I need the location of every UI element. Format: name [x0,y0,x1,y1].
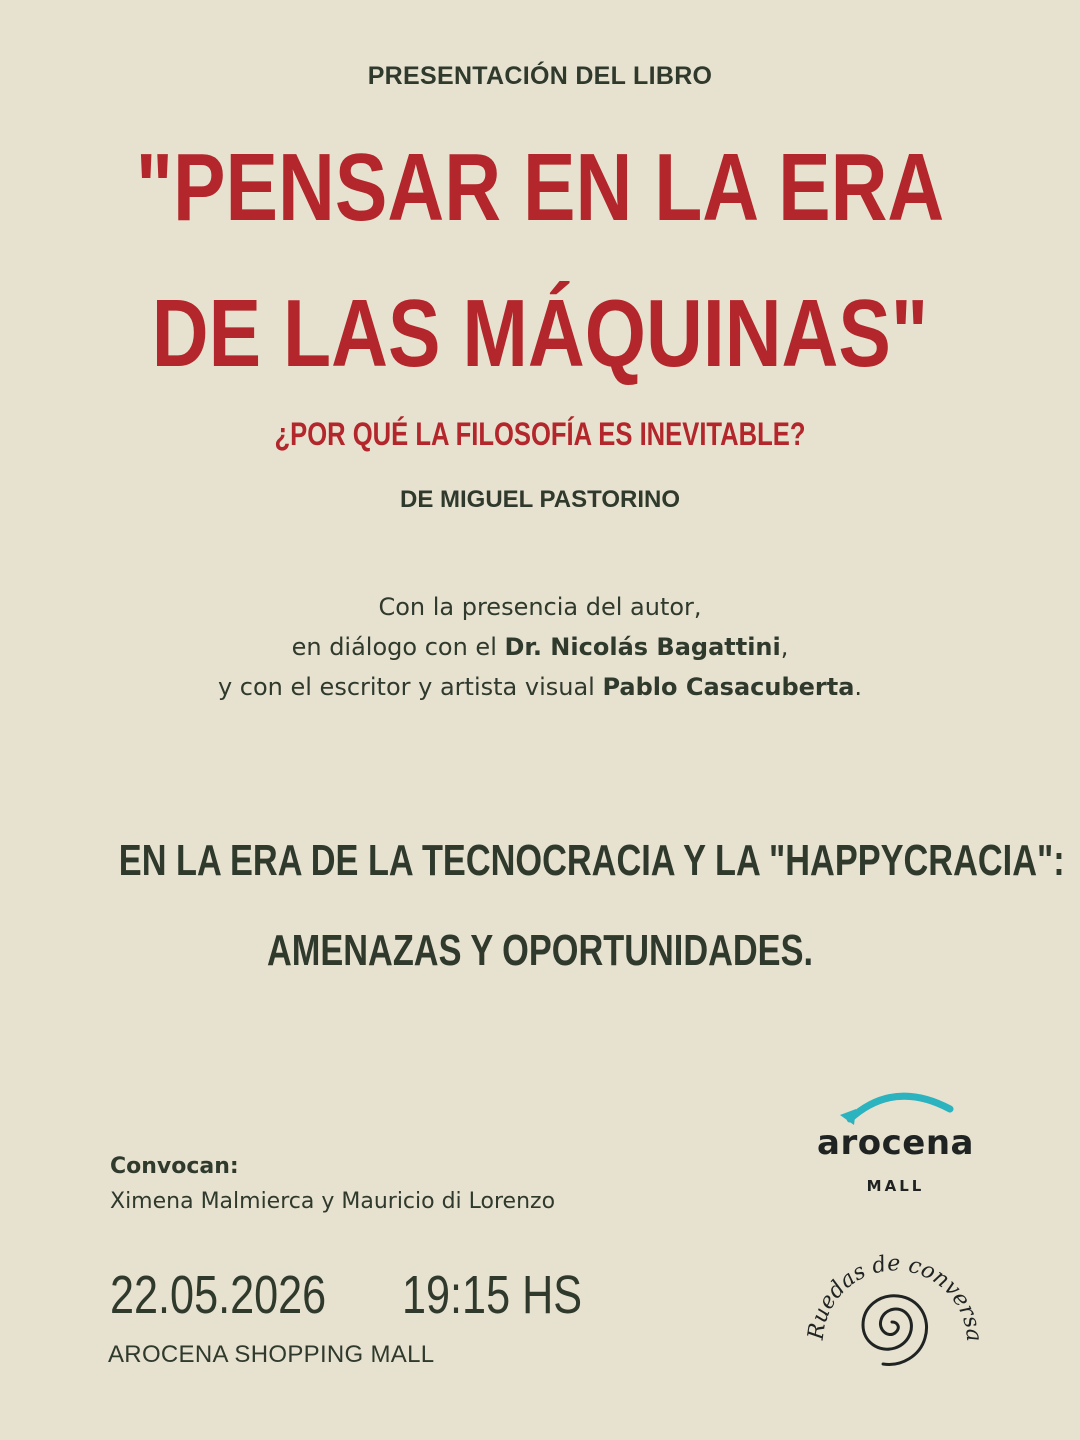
convocan-names: Ximena Malmierca y Mauricio di Lorenzo [110,1189,556,1214]
kicker-text: PRESENTACIÓN DEL LIBRO [367,62,713,90]
ruedas-de-conversa-logo [795,1230,990,1375]
book-subtitle: ¿POR QUÉ LA FILOSOFÍA ES INEVITABLE? [274,416,806,452]
slogan-line-2: AMENAZAS Y OPORTUNIDADES. [266,926,814,975]
book-title-line-2: DE LAS MÁQUINAS" [151,280,929,387]
arocena-mall-logo [808,1085,988,1200]
arocena-wordmark: arocena [817,1123,974,1163]
slogan-line-1: EN LA ERA DE LA TECNOCRACIA Y LA "HAPPYCRACIA": [118,836,1065,885]
description-line-2 [0,633,1080,661]
guest-name-casacuberta: Pablo Casacuberta [602,673,855,701]
arocena-mall-label: MALL [866,1177,925,1195]
book-author: DE MIGUEL PASTORINO [399,486,681,513]
guest-name-bagattini: Dr. Nicolás Bagattini [504,633,781,661]
description-line-3 [0,673,1080,701]
description-line-2-prefix: en diálogo con el [291,633,505,661]
description-line-1: Con la presencia del autor, [378,593,702,621]
description-line-2-suffix: , [780,633,789,661]
arocena-arc-icon [832,1085,962,1125]
description-line-3-prefix: y con el escritor y artista visual [217,673,603,701]
convocan-label: Convocan: [110,1154,239,1179]
event-date: 22.05.2026 [110,1265,327,1325]
description-line-3-suffix: . [854,673,863,701]
book-title-line-1: "PENSAR EN LA ERA [135,134,945,241]
ruedas-logo-text: Ruedas de conversa [803,1251,987,1343]
event-venue: AROCENA SHOPPING MALL [108,1341,435,1368]
spiral-icon [795,1230,990,1375]
event-time: 19:15 HS [402,1265,583,1325]
